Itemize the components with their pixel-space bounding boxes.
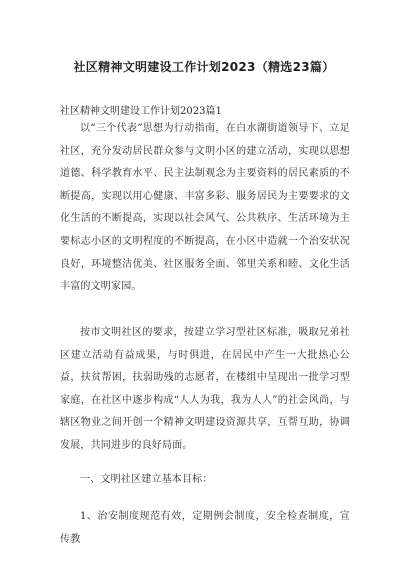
document-title: 社区精神文明建设工作计划2023（精选23篇） bbox=[73, 60, 335, 74]
section-heading: 社区精神文明建设工作计划2023篇1 bbox=[60, 106, 222, 117]
paragraph-goal-item-1: 1、治安制度规范有效，定期例会制度，安全检查制度，宣传教 bbox=[60, 511, 350, 545]
paragraph-goal-heading: 一、文明社区建立基本目标： bbox=[80, 474, 213, 485]
paragraph-intro: 以“三个代表”思想为行动指南，在白水湖街道领导下、立足社区，充分发动居民群众参与文明小区的建立活动，实现以思想道德、科学教育水平、民主法制观念为主要资料的居民素质的不断提高，实现以用心健康、丰富多彩、服务居民为主要要求的文化生活的不断提高，实现以社会风气、公共秩序、生活环境为主要标志小区的文明程度的不断提高，在小区中造就一个治安状况良好，环境整洁优美、社区服务全面、邻里关系和睦、文化生活丰富的文明家园。 bbox=[60, 123, 350, 293]
paragraph-requirements: 按市文明社区的要求，按建立学习型社区标准，吸取兄弟社区建立活动有益成果，与时俱进，在居民中产生一大批热心公益，扶贫帮困，扶弱助残的志愿者，在楼组中呈现出一批学习型家庭，在社区中逐步构成“人人为我，我为人人”的社会风尚，与辖区物业之间开创一个精神文明建设资源共享，互帮互助，协调发展，共同进步的良好局面。 bbox=[60, 327, 350, 451]
